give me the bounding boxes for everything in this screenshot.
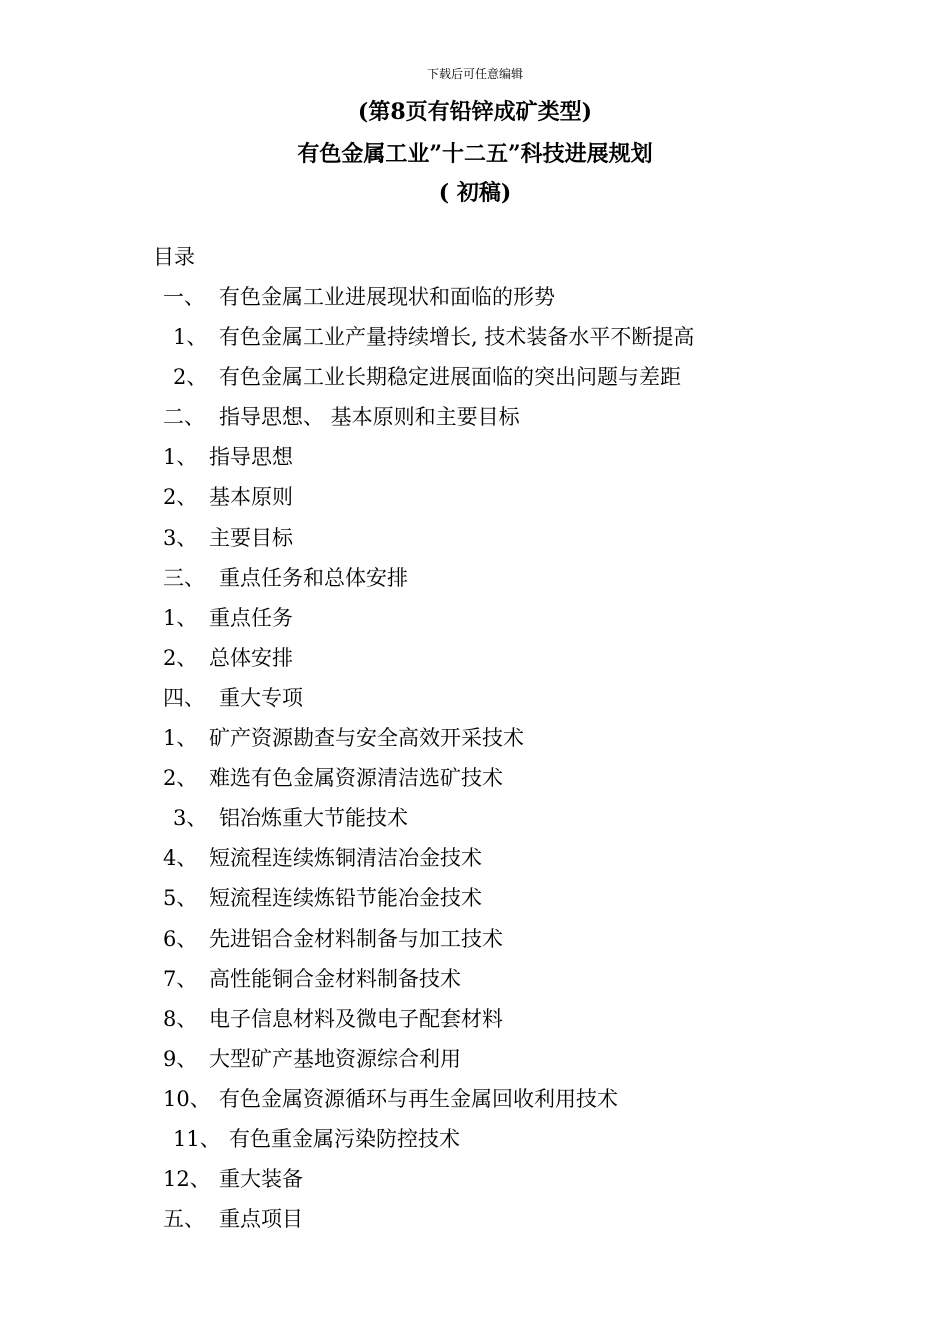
toc-item-text: 铝冶炼重大节能技术 — [219, 806, 408, 831]
toc-item-text: 电子信息材料及微电子配套材料 — [209, 1006, 503, 1031]
toc-item-text: 重点项目 — [219, 1207, 303, 1232]
toc-item — [0, 324, 950, 364]
toc-item — [0, 725, 950, 765]
toc-item — [0, 284, 950, 324]
toc-item — [0, 1126, 950, 1166]
toc-item-text: 重点任务 — [209, 605, 293, 630]
toc-item — [0, 605, 950, 645]
toc-item — [0, 845, 950, 885]
toc-item-number: 三、 — [163, 565, 205, 590]
toc-item — [0, 1166, 950, 1206]
toc-item-number: 一、 — [163, 285, 205, 309]
toc-item-number: 11、 — [173, 1126, 221, 1151]
toc-item — [0, 1046, 950, 1086]
toc-item — [0, 444, 950, 484]
toc-item-number: 1、 — [163, 445, 198, 470]
toc-item-text: 大型矿产基地资源综合利用 — [209, 1046, 461, 1071]
toc-item — [0, 765, 950, 805]
toc-item-text: 高性能铜合金材料制备技术 — [209, 966, 461, 991]
toc-item-number: 9、 — [163, 1046, 198, 1071]
toc-item-text: 基本原则 — [209, 485, 293, 510]
toc-item-number: 1、 — [163, 726, 198, 751]
toc-item-number: 2、 — [163, 485, 198, 510]
header-note: 下载后可任意编辑 — [426, 67, 523, 81]
toc-item — [0, 645, 950, 685]
toc-item — [0, 364, 950, 404]
toc-item-number: 四、 — [163, 685, 205, 710]
toc-item-number: 五、 — [163, 1207, 205, 1232]
toc-item-text: 有色重金属污染防控技术 — [229, 1126, 460, 1151]
toc-item-text: 重大装备 — [219, 1167, 303, 1192]
toc-item — [0, 404, 950, 444]
toc-item-number: 3、 — [163, 525, 198, 550]
toc-item-number: 2、 — [173, 365, 208, 390]
toc-item — [0, 966, 950, 1006]
toc-item-number: 8、 — [163, 1006, 198, 1031]
toc-item-number: 1、 — [173, 325, 208, 350]
toc-item-number: 7、 — [163, 966, 198, 991]
table-of-contents — [0, 284, 950, 1246]
toc-item-text: 指导思想、 基本原则和主要目标 — [219, 405, 520, 430]
toc-item-text: 总体安排 — [209, 645, 293, 670]
toc-item — [0, 525, 950, 565]
toc-item-text: 有色金属工业进展现状和面临的形势 — [219, 285, 555, 309]
toc-item — [0, 1086, 950, 1126]
toc-item-number: 二、 — [163, 405, 205, 430]
toc-item-number: 5、 — [163, 886, 198, 911]
toc-item-text: 有色金属工业长期稳定进展面临的突出问题与差距 — [219, 365, 681, 390]
toc-item-text: 先进铝合金材料制备与加工技术 — [209, 926, 503, 951]
toc-item — [0, 685, 950, 725]
toc-item — [0, 805, 950, 845]
toc-item-number: 2、 — [163, 645, 198, 670]
doc-title-line-3: ( 初稿) — [438, 180, 512, 206]
toc-item-text: 短流程连续炼铜清洁冶金技术 — [209, 846, 482, 871]
toc-item — [0, 1206, 950, 1246]
toc-heading: 目录 — [153, 245, 195, 269]
toc-item-number: 1、 — [163, 605, 198, 630]
toc-item — [0, 484, 950, 524]
toc-item-number: 6、 — [163, 926, 198, 951]
toc-item-number: 2、 — [163, 766, 198, 791]
doc-title-line-2: 有色金属工业”十二五”科技进展规划 — [297, 141, 653, 167]
toc-item-text: 主要目标 — [209, 525, 293, 550]
toc-item-text: 难选有色金属资源清洁选矿技术 — [209, 766, 503, 791]
toc-item-number: 3、 — [173, 806, 208, 831]
toc-item-text: 短流程连续炼铅节能冶金技术 — [209, 886, 482, 911]
doc-title-line-1: (第8页有铅锌成矿类型) — [357, 99, 593, 125]
toc-item-text: 重点任务和总体安排 — [219, 565, 408, 590]
toc-item — [0, 885, 950, 925]
toc-item — [0, 565, 950, 605]
toc-item-number: 4、 — [163, 846, 198, 871]
toc-item-text: 有色金属资源循环与再生金属回收利用技术 — [219, 1086, 618, 1111]
toc-item-text: 重大专项 — [219, 685, 303, 710]
toc-item-number: 12、 — [163, 1167, 211, 1192]
toc-item — [0, 926, 950, 966]
toc-item-text: 指导思想 — [209, 445, 293, 470]
toc-item — [0, 1006, 950, 1046]
toc-item-text: 有色金属工业产量持续增长, 技术装备水平不断提高 — [219, 325, 695, 350]
toc-item-text: 矿产资源勘查与安全高效开采技术 — [209, 726, 524, 751]
toc-item-number: 10、 — [163, 1086, 211, 1111]
